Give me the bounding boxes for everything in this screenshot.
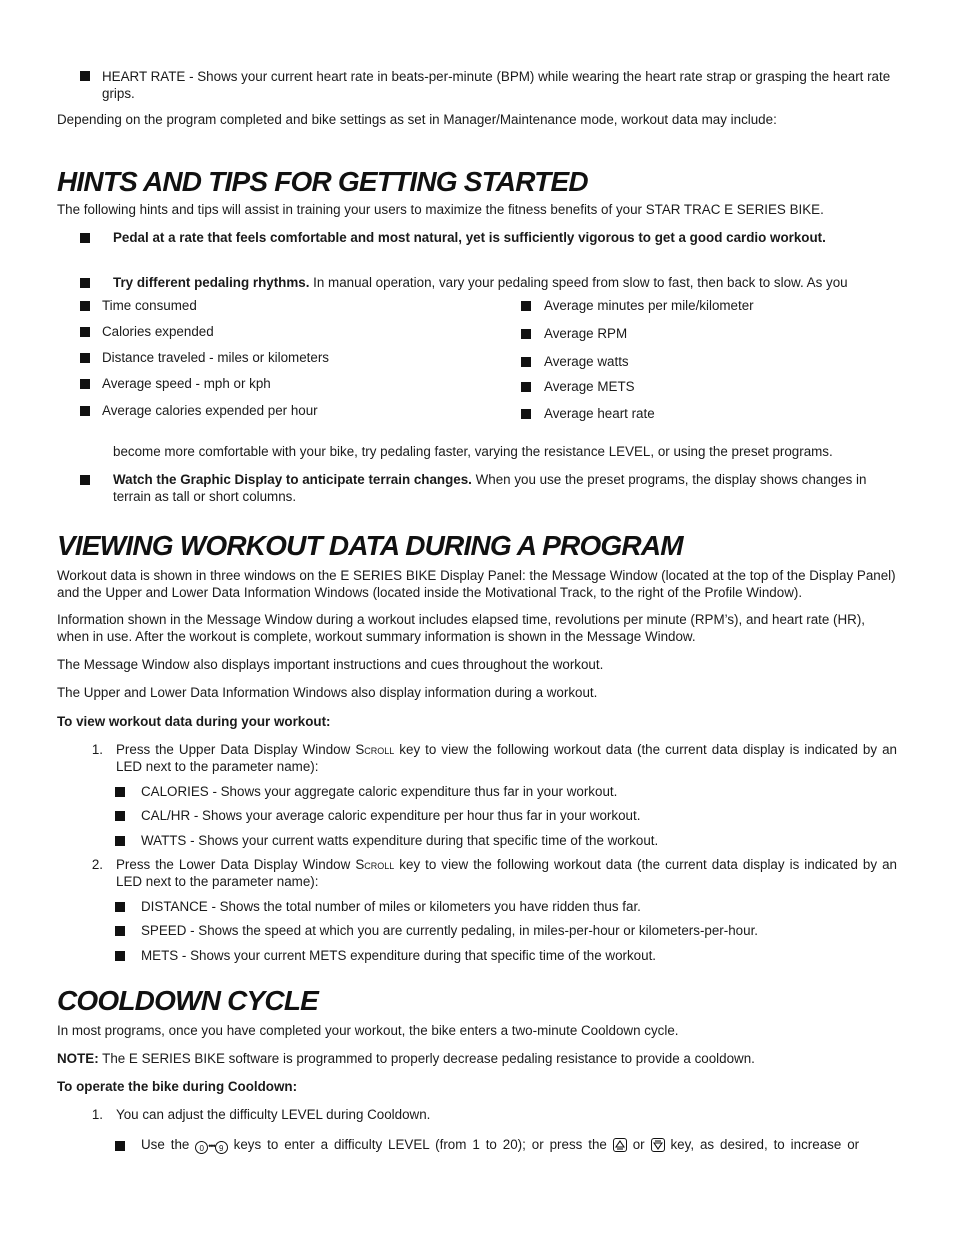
key-range-dots: •••: [208, 1141, 215, 1151]
cooldown-p1: In most programs, once you have completed your workout, the bike enters a two-minute Cooldown cycle.: [57, 1023, 679, 1038]
step-text: key to view the following workout data (the current data display is indicated by an LED next to the parameter name):: [116, 742, 898, 774]
item-text: keys to enter a difficulty LEVEL (from 1 to 20); or press the: [227, 1137, 613, 1152]
bullet-icon: [115, 926, 125, 936]
step-number: 2.: [91, 857, 103, 872]
item-text: - Shows the speed at which you are currently pedaling, in miles-per-hour or kilometers-per-hour.: [186, 923, 759, 938]
cooldown-subhead: To operate the bike during Cooldown:: [57, 1079, 298, 1094]
bullet-icon: [80, 327, 90, 337]
step-number: 1.: [91, 1107, 103, 1122]
tip-3-bold: Watch the Graphic Display to anticipate terrain changes.: [113, 472, 472, 487]
heart-rate-label: HEART RATE: [102, 69, 186, 84]
scroll-key-label: Scroll: [355, 742, 395, 757]
cooldown-note: [57, 1050, 897, 1067]
tip-3-text: When you use the preset programs, the display shows changes in terrain as tall or short columns.: [113, 472, 867, 504]
list-item: Average speed - mph or kph: [102, 376, 271, 391]
tip-3: [113, 471, 897, 505]
list-item: [141, 783, 617, 800]
step-number: 1.: [91, 742, 103, 757]
viewing-p3: The Message Window also displays important instructions and cues throughout the workout.: [57, 657, 604, 672]
list-item: Average calories expended per hour: [102, 403, 318, 418]
heart-rate-item: [102, 68, 897, 102]
level-down-key-icon: [651, 1138, 665, 1152]
note-label: NOTE:: [57, 1051, 99, 1066]
bullet-icon: [521, 409, 531, 419]
key-zero-icon: 0: [195, 1141, 208, 1154]
list-item: Distance traveled - miles or kilometers: [102, 350, 329, 365]
bullet-icon: [115, 836, 125, 846]
bullet-icon: [115, 811, 125, 821]
list-item: Average watts: [544, 354, 629, 369]
item-label: WATTS: [141, 833, 187, 848]
item-label: METS: [141, 948, 179, 963]
item-text: Use the: [141, 1137, 196, 1152]
list-item: Average minutes per mile/kilometer: [544, 298, 754, 313]
item-text: or: [626, 1137, 651, 1152]
viewing-step-1: [116, 741, 897, 775]
list-item: Calories expended: [102, 324, 214, 339]
hints-intro: The following hints and tips will assist in training your users to maximize the fitness benefits of your STAR TRAC E SERIES BIKE.: [57, 202, 824, 217]
tip-2-continued: become more comfortable with your bike, try pedaling faster, varying the resistance LEVEL, or using the preset programs.: [113, 444, 833, 459]
list-item: [141, 807, 640, 824]
bullet-icon: [80, 379, 90, 389]
viewing-p2: Information shown in the Message Window during a workout includes elapsed time, revolutions per minute (RPM’s), and heart rate (HR), when in use. After the workout is complete, workout summary information is shown in the Message Window.: [57, 612, 866, 644]
bullet-icon: [115, 951, 125, 961]
viewing-p4: The Upper and Lower Data Information Windows also display information during a workout.: [57, 685, 598, 700]
tip-1: Pedal at a rate that feels comfortable and most natural, yet is sufficiently vigorous to get a good cardio workout.: [113, 230, 826, 245]
list-item: Time consumed: [102, 298, 197, 313]
bullet-icon: [115, 902, 125, 912]
bullet-icon: [80, 406, 90, 416]
step-text: Press the Upper Data Display Window: [116, 742, 356, 757]
bullet-icon: [521, 329, 531, 339]
bullet-icon: [115, 787, 125, 797]
viewing-heading: VIEWING WORKOUT DATA DURING A PROGRAM: [57, 530, 683, 561]
item-text: key, as desired, to increase or: [664, 1137, 860, 1152]
list-item: [141, 832, 658, 849]
list-item: [141, 922, 758, 939]
cooldown-step-1: You can adjust the difficulty LEVEL during Cooldown.: [116, 1107, 431, 1122]
step-text: Press the Lower Data Display Window: [116, 857, 356, 872]
list-item: Average heart rate: [544, 406, 655, 421]
viewing-p1: Workout data is shown in three windows on the E SERIES BIKE Display Panel: the Message Window (located at the top of the Display Panel) and the Upper and Lower Data Information Windows (located inside the Motivational Track, to the right of the Profile Window).: [57, 568, 896, 600]
level-up-key-icon: [613, 1138, 627, 1152]
item-text: - Shows your average caloric expenditure per hour thus far in your workout.: [190, 808, 641, 823]
item-text: - Shows your aggregate caloric expenditure thus far in your workout.: [208, 784, 618, 799]
cooldown-heading: COOLDOWN CYCLE: [57, 985, 319, 1016]
bullet-icon: [521, 357, 531, 367]
item-text: - Shows the total number of miles or kilometers you have ridden thus far.: [207, 899, 641, 914]
viewing-subhead: To view workout data during your workout:: [57, 714, 331, 729]
list-item: [141, 898, 641, 915]
bullet-icon: [80, 301, 90, 311]
item-label: CAL/HR: [141, 808, 191, 823]
intro-workout-data: Depending on the program completed and bike settings as set in Manager/Maintenance mode, workout data may include:: [57, 112, 777, 127]
tip-2-text: In manual operation, vary your pedaling speed from slow to fast, then back to slow. As you: [309, 275, 848, 290]
bullet-icon: [80, 71, 90, 81]
tip-2-bold: Try different pedaling rhythms.: [113, 275, 310, 290]
bullet-icon: [80, 233, 90, 243]
list-item: [141, 947, 656, 964]
bullet-icon: [115, 1141, 125, 1151]
note-text: The E SERIES BIKE software is programmed to properly decrease pedaling resistance to provide a cooldown.: [98, 1051, 755, 1066]
bullet-icon: [80, 475, 90, 485]
item-label: DISTANCE: [141, 899, 208, 914]
bullet-icon: [521, 301, 531, 311]
tip-2: [113, 274, 903, 291]
item-text: - Shows your current watts expenditure during that specific time of the workout.: [186, 833, 659, 848]
item-text: - Shows your current METS expenditure during that specific time of the workout.: [178, 948, 657, 963]
list-item: Average METS: [544, 379, 635, 394]
bullet-icon: [80, 278, 90, 288]
step-text: key to view the following workout data (the current data display is indicated by an LED next to the parameter name):: [116, 857, 898, 889]
bullet-icon: [521, 382, 531, 392]
cooldown-keys-item: [141, 1136, 897, 1155]
key-nine-icon: 9: [215, 1141, 228, 1154]
bullet-icon: [80, 353, 90, 363]
list-item: Average RPM: [544, 326, 628, 341]
viewing-step-2: [116, 856, 897, 890]
heart-rate-text: - Shows your current heart rate in beats-per-minute (BPM) while wearing the heart rate strap or grasping the heart rate grips.: [102, 69, 891, 101]
item-label: CALORIES: [141, 784, 209, 799]
item-label: SPEED: [141, 923, 187, 938]
scroll-key-label: Scroll: [355, 857, 395, 872]
hints-heading: HINTS AND TIPS FOR GETTING STARTED: [57, 166, 588, 197]
